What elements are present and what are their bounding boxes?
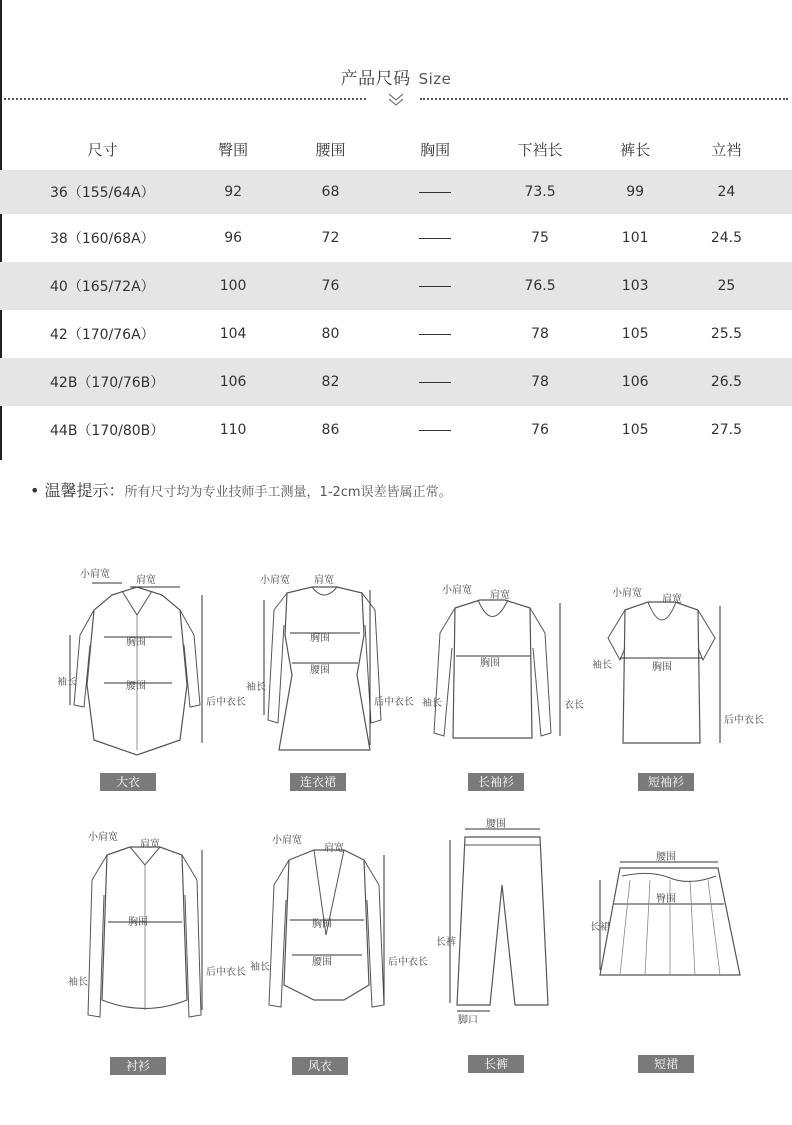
table-cell: 72 <box>321 230 340 246</box>
garment-coat <box>52 565 246 805</box>
caption-trench: 风衣 <box>292 1057 348 1075</box>
label-chest: 胸围 <box>312 919 332 930</box>
dash-mark <box>419 192 451 193</box>
table-row <box>0 310 792 358</box>
table-cell: 92 <box>205 170 261 214</box>
label-small-shoulder: 小肩宽 <box>612 588 642 599</box>
caption-shirt: 衬衫 <box>110 1057 166 1075</box>
table-cell: 76 <box>531 422 549 438</box>
dotted-divider-right <box>420 98 788 100</box>
short-sleeve-tee-diagram <box>590 578 764 783</box>
garment-long-sleeve-tee <box>420 578 590 818</box>
table-cell: 105 <box>621 326 649 342</box>
trench-diagram <box>244 825 428 1030</box>
label-small-shoulder: 小肩宽 <box>260 575 290 586</box>
table-cell: 106 <box>205 358 261 406</box>
table-cell: 27.5 <box>710 422 742 438</box>
table-row <box>0 358 792 406</box>
label-waist: 腰围 <box>312 957 332 968</box>
table-cell: 25.5 <box>710 326 742 342</box>
table-cell: 24 <box>661 170 792 214</box>
label-length: 衣长 <box>564 700 584 711</box>
table-cell: 68 <box>261 170 400 214</box>
garment-shirt <box>62 825 246 1073</box>
col-header: 尺寸 <box>87 140 118 159</box>
col-header: 胸围 <box>420 140 451 159</box>
table-cell: 103 <box>610 262 661 310</box>
table-cell: 40（165/72A） <box>0 262 205 310</box>
label-length: 后中衣长 <box>206 967 246 978</box>
table-cell: 76 <box>261 262 400 310</box>
table-cell-dash <box>400 262 471 310</box>
caption-trousers: 长裤 <box>468 1055 524 1073</box>
label-waist: 腰围 <box>486 819 506 830</box>
table-row <box>0 170 792 214</box>
table-cell-dash <box>400 170 471 214</box>
label-chest: 胸围 <box>480 658 500 669</box>
table-cell: 76.5 <box>471 262 610 310</box>
label-length: 长裙 <box>590 922 610 933</box>
label-sleeve: 袖长 <box>57 677 77 688</box>
title-cn: 产品尺码 <box>340 69 411 89</box>
table-cell: 86 <box>321 422 340 438</box>
table-cell: 100 <box>205 262 261 310</box>
table-row <box>0 214 792 262</box>
table-row <box>0 406 792 454</box>
table-cell-dash <box>400 358 471 406</box>
caption-long-sleeve-tee: 长袖衫 <box>468 773 524 791</box>
label-chest: 胸围 <box>128 917 148 928</box>
trousers-diagram <box>420 815 590 1026</box>
table-cell: 80 <box>321 326 340 342</box>
label-sleeve: 袖长 <box>422 698 442 709</box>
label-waist: 腰围 <box>310 665 330 676</box>
table-row <box>0 262 792 310</box>
title-en: Size <box>418 70 452 88</box>
table-cell: 44B（170/80B） <box>50 423 165 439</box>
label-sleeve: 袖长 <box>68 977 88 988</box>
label-length: 后中衣长 <box>374 697 414 708</box>
caption-dress: 连衣裙 <box>290 773 346 791</box>
table-cell: 25 <box>661 262 792 310</box>
label-length: 后中衣长 <box>388 957 428 968</box>
label-shoulder: 肩宽 <box>324 843 344 854</box>
label-chest: 胸围 <box>126 637 146 648</box>
tip-label: 温馨提示： <box>44 481 125 500</box>
label-small-shoulder: 小肩宽 <box>80 569 110 580</box>
table-cell-dash <box>400 310 471 358</box>
size-table <box>0 128 792 454</box>
label-chest: 胸围 <box>310 633 330 644</box>
dash-mark <box>419 382 451 383</box>
chevron-down-icon <box>386 90 406 110</box>
table-cell: 96 <box>224 230 243 246</box>
table-cell: 99 <box>610 170 661 214</box>
tip-bullet: • <box>30 481 40 500</box>
table-cell: 105 <box>621 422 649 438</box>
label-sleeve: 袖长 <box>592 660 612 671</box>
shirt-diagram <box>62 825 246 1030</box>
label-small-shoulder: 小肩宽 <box>88 832 118 843</box>
garment-trench <box>244 825 428 1073</box>
garment-short-sleeve-tee <box>590 578 764 818</box>
label-small-shoulder: 小肩宽 <box>272 835 302 846</box>
table-cell: 78 <box>471 358 610 406</box>
page-title <box>0 64 792 89</box>
label-shoulder: 肩宽 <box>314 575 334 586</box>
dash-mark <box>419 430 451 431</box>
table-cell: 78 <box>531 326 549 342</box>
garment-dress <box>242 565 412 805</box>
label-length: 后中衣长 <box>724 715 764 726</box>
label-shoulder: 肩宽 <box>662 594 682 605</box>
col-header: 立裆 <box>711 140 742 159</box>
label-hip: 臀围 <box>656 894 676 905</box>
table-cell: 42B（170/76B） <box>0 358 205 406</box>
label-shoulder: 肩宽 <box>136 575 156 586</box>
table-cell: 26.5 <box>661 358 792 406</box>
label-waist: 腰围 <box>656 852 676 863</box>
label-sleeve: 袖长 <box>246 682 266 693</box>
table-cell: 110 <box>219 422 247 438</box>
label-waist: 腰围 <box>126 681 146 692</box>
caption-skirt: 短裙 <box>638 1055 694 1073</box>
col-header: 下裆长 <box>517 140 563 159</box>
col-header: 裤长 <box>620 140 651 159</box>
label-sleeve: 袖长 <box>250 962 270 973</box>
dotted-divider-left <box>4 98 366 100</box>
table-header-row <box>0 128 792 170</box>
label-shoulder: 肩宽 <box>140 839 160 850</box>
label-shoulder: 肩宽 <box>490 590 510 601</box>
label-small-shoulder: 小肩宽 <box>442 585 472 596</box>
garment-trousers <box>420 815 590 1071</box>
size-tip <box>30 478 452 501</box>
tip-text: 所有尺寸均为专业技师手工测量，1-2cm误差皆属正常。 <box>124 485 452 500</box>
table-cell: 42（170/76A） <box>50 327 155 343</box>
dash-mark <box>419 334 451 335</box>
table-cell: 82 <box>261 358 400 406</box>
table-cell-dash <box>400 214 471 262</box>
table-cell: 106 <box>610 358 661 406</box>
garment-skirt <box>590 840 760 1080</box>
table-cell: 38（160/68A） <box>50 231 155 247</box>
dash-mark <box>419 286 451 287</box>
table-cell: 73.5 <box>471 170 610 214</box>
table-cell-dash <box>400 406 471 454</box>
table-cell: 104 <box>219 326 247 342</box>
label-hem: 脚口 <box>458 1015 478 1026</box>
label-length: 长裤 <box>436 937 456 948</box>
table-cell: 101 <box>621 230 649 246</box>
col-header: 臀围 <box>218 140 249 159</box>
coat-diagram <box>52 565 246 770</box>
label-length: 后中衣长 <box>206 697 246 708</box>
long-sleeve-tee-diagram <box>420 578 590 783</box>
dress-diagram <box>242 565 412 770</box>
col-header: 腰围 <box>315 140 346 159</box>
caption-short-sleeve-tee: 短袖衫 <box>638 773 694 791</box>
table-cell: 36（155/64A） <box>0 170 205 214</box>
skirt-diagram <box>590 840 760 1045</box>
table-cell: 75 <box>531 230 549 246</box>
table-cell: 24.5 <box>710 230 742 246</box>
dash-mark <box>419 238 451 239</box>
label-chest: 胸围 <box>652 662 672 673</box>
caption-coat: 大衣 <box>100 773 156 791</box>
